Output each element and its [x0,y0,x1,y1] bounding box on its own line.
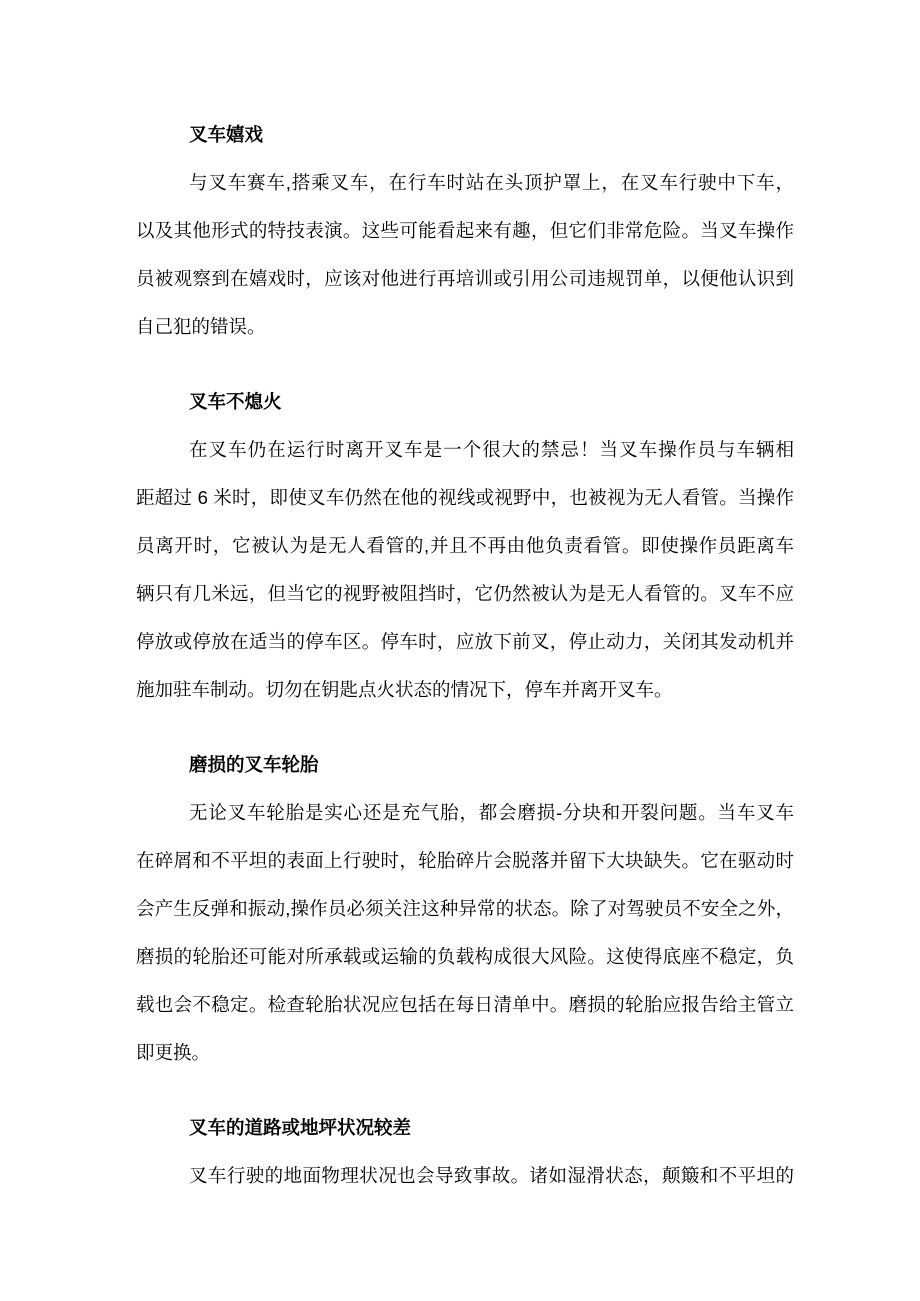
paragraph-line: 与叉车赛车,搭乘叉车，在行车时站在头顶护罩上，在叉车行驶中下车， [189,172,794,193]
paragraph-line: 在叉车仍在运行时离开叉车是一个很大的禁忌！当叉车操作员与车辆相 [189,439,794,460]
section-paragraph [136,159,794,351]
paragraph-line: 即更换。 [136,1042,211,1063]
paragraph-line: 辆只有几米远，但当它的视野被阻挡时，它仍然被认为是无人看管的。叉车不应 [136,583,794,604]
paragraph-line: 施加驻车制动。切勿在钥匙点火状态的情况下，停车并离开叉车。 [136,679,673,700]
paragraph-line: 员被观察到在嬉戏时，应该对他进行再培训或引用公司违规罚单，以便他认识到 [136,268,794,289]
section-heading: 磨损的叉车轮胎 [189,754,319,775]
paragraph-line: 会产生反弹和振动,操作员必须关注这种异常的状态。除了对驾驶员不安全之外， [136,898,794,919]
section-paragraph [136,426,794,714]
paragraph-line: 叉车行驶的地面物理状况也会导致事故。诸如湿滑状态，颠簸和不平坦的 [189,1165,794,1186]
document-section [136,111,794,351]
paragraph-line: 磨损的轮胎还可能对所承载或运输的负载构成很大风险。这使得底座不稳定，负 [136,946,794,967]
paragraph-line: 在碎屑和不平坦的表面上行驶时，轮胎碎片会脱落并留下大块缺失。它在驱动时 [136,850,794,871]
paragraph-line: 员离开时，它被认为是无人看管的,并且不再由他负责看管。即使操作员距离车 [136,535,794,556]
paragraph-line: 距超过 6 米时，即使叉车仍然在他的视线或视野中，也被视为无人看管。当操作 [136,487,794,508]
paragraph-line: 以及其他形式的特技表演。这些可能看起来有趣，但它们非常危险。当叉车操作 [136,220,794,241]
document-body [136,111,794,1200]
paragraph-line: 自己犯的错误。 [136,316,266,337]
paragraph-line: 无论叉车轮胎是实心还是充气胎，都会磨损-分块和开裂问题。当车叉车 [189,802,794,823]
section-heading: 叉车的道路或地坪状况较差 [189,1117,412,1138]
document-section [136,378,794,714]
paragraph-line: 停放或停放在适当的停车区。停车时，应放下前叉，停止动力，关闭其发动机并 [136,631,794,652]
paragraph-line: 载也会不稳定。检查轮胎状况应包括在每日清单中。磨损的轮胎应报告给主管立 [136,994,794,1015]
document-section [136,1104,794,1200]
section-paragraph [136,1152,794,1200]
section-heading: 叉车嬉戏 [189,124,264,145]
section-paragraph [136,789,794,1077]
section-heading: 叉车不熄火 [189,391,282,412]
document-section [136,741,794,1077]
